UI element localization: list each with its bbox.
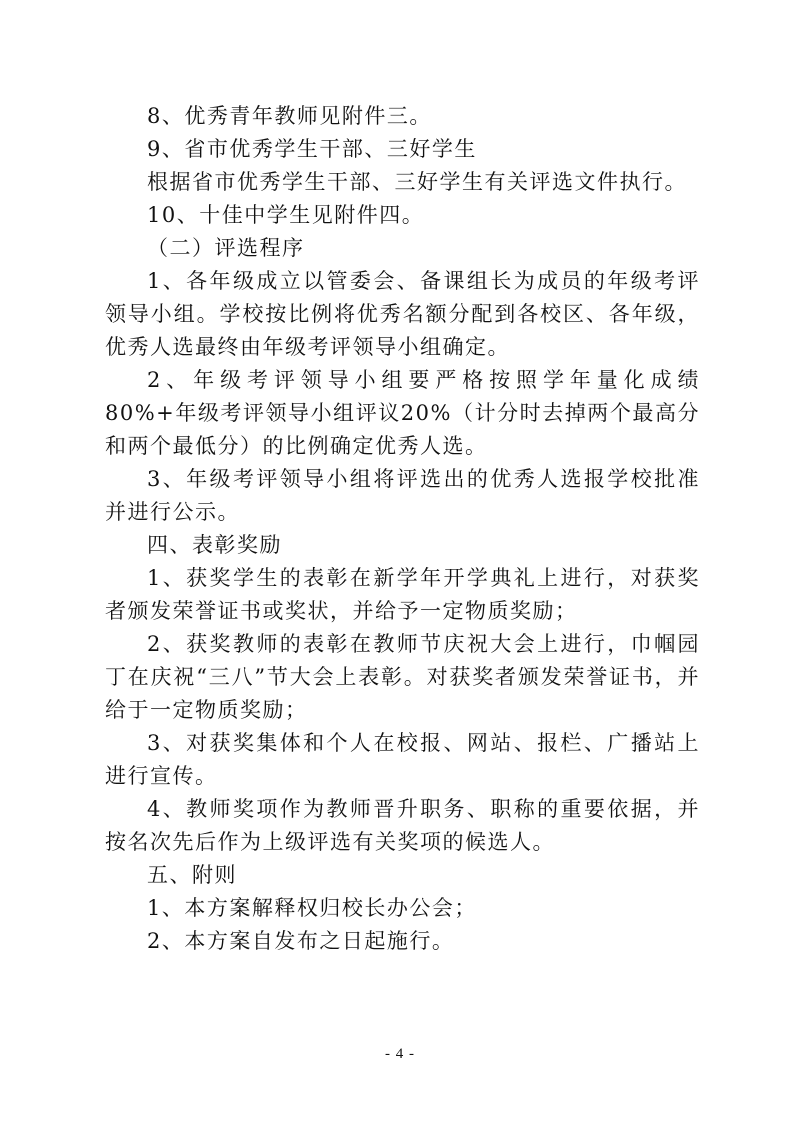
reward-1-paragraph: 1、获奖学生的表彰在新学年开学典礼上进行，对获奖者颁发荣誉证书或奖状，并给予一定物质奖励； bbox=[105, 566, 700, 623]
procedure-1-paragraph: 1、各年级成立以管委会、备课组长为成员的年级考评领导小组。学校按比例将优秀名额分配到各校区、各年级，优秀人选最终由年级考评领导小组确定。 bbox=[105, 269, 700, 359]
section-5-heading: 五、附则 bbox=[147, 863, 237, 887]
reward-4-paragraph: 4、教师奖项作为教师晋升职务、职称的重要依据，并按名次先后作为上级评选有关奖项的候选人。 bbox=[105, 797, 700, 854]
rule-2-paragraph: 2、本方案自发布之日起施行。 bbox=[147, 929, 455, 953]
document-body bbox=[105, 100, 700, 958]
section-2-heading: （二）评选程序 bbox=[147, 236, 305, 260]
section-4-heading: 四、表彰奖励 bbox=[147, 533, 282, 557]
item-9-detail-paragraph: 根据省市优秀学生干部、三好学生有关评选文件执行。 bbox=[147, 170, 687, 194]
item-9-paragraph: 9、省市优秀学生干部、三好学生 bbox=[147, 137, 477, 161]
page-number: - 4 - bbox=[385, 1046, 415, 1062]
procedure-3-paragraph: 3、年级考评领导小组将评选出的优秀人选报学校批准并进行公示。 bbox=[105, 467, 700, 524]
reward-2-paragraph: 2、获奖教师的表彰在教师节庆祝大会上进行，巾帼园丁在庆祝“三八”节大会上表彰。对获奖者颁发荣誉证书，并给于一定物质奖励； bbox=[105, 632, 700, 722]
procedure-2-paragraph: 2、年级考评领导小组要严格按照学年量化成绩80%+年级考评领导小组评议20%（计分时去掉两个最高分和两个最低分）的比例确定优秀人选。 bbox=[105, 368, 700, 458]
rule-1-paragraph: 1、本方案解释权归校长办公会； bbox=[147, 896, 477, 920]
item-8-paragraph: 8、优秀青年教师见附件三。 bbox=[147, 104, 432, 128]
item-10-paragraph: 10、十佳中学生见附件四。 bbox=[147, 203, 425, 227]
reward-3-paragraph: 3、对获奖集体和个人在校报、网站、报栏、广播站上进行宣传。 bbox=[105, 731, 700, 788]
